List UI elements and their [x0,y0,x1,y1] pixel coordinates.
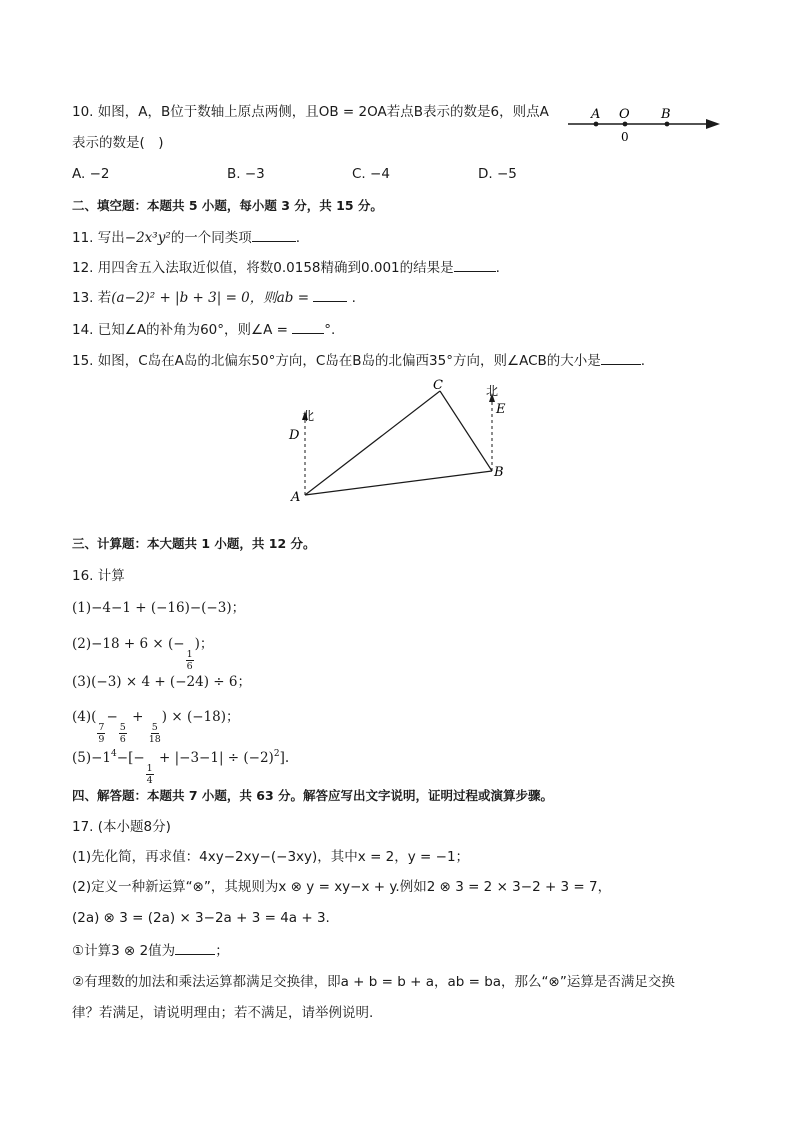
q11-answer-blank[interactable] [252,227,296,242]
q12-answer-blank[interactable] [454,257,496,272]
point-o-dot [623,122,628,127]
section3-heading: 三、计算题：本大题共 1 小题，共 12 分。 [72,536,316,551]
q16-item-4: (4)( $\frac{7}{9}$ − $\frac{5}{6}$ + $\frac{5}{18}$ ) × (−18)； [72,709,240,745]
fraction-1-6: $\frac{1}{6}$ [186,649,193,672]
point-b-label: B [661,107,671,122]
q12-text: 12. 用四舍五入法取近似值，将数0.0158精确到0.001的结果是 [72,260,454,276]
q14 [72,319,335,340]
q10-option-c: C. −4 [352,166,390,182]
label-e: E [496,402,506,417]
q11-suffix: 的一个同类项 [170,230,252,246]
q10-line1: 10. 如图，A，B位于数轴上原点两侧，且OB = 2OA若点B表示的数是6，则点A [72,104,549,120]
segment-ab [305,471,492,495]
q16-item-1: (1)−4−1 + (−16)−(−3)； [72,600,246,616]
number-line-arrow [706,119,720,129]
section2-heading: 二、填空题：本题共 5 小题，每小题 3 分，共 15 分。 [72,198,383,213]
label-c: C [433,378,443,393]
q17-sub1 [72,940,229,961]
q16-item-2: (2)−18 + 6 × (− $\frac{1}{6}$ )； [72,636,214,672]
segment-cb [440,391,492,471]
label-b: B [494,465,504,480]
q15-text: 15. 如图，C岛在A岛的北偏东50°方向，C岛在B岛的北偏西35°方向，则∠ACB的大小是 [72,353,601,369]
fraction-1-4: $\frac{1}{4}$ [146,763,153,786]
q17-part1: (1)先化简，再求值：4xy−2xy−(−3xy)，其中x = 2，y = −1； [72,849,470,865]
point-a-dot [594,122,599,127]
q16-item-2-text: (2)−18 + 6 × (− [72,636,185,652]
point-a-label: A [591,107,601,122]
q10-option-d: D. −5 [478,166,517,182]
label-d: D [289,428,300,443]
q16-item-3: (3)(−3) × 4 + (−24) ÷ 6； [72,674,251,690]
q17-sub2a: ②有理数的加法和乘法运算都满足交换律，即a + b = b + a，ab = ba，那么“⊗”运算是否满足交换 [72,974,675,990]
q17-part2b: (2a) ⊗ 3 = (2a) × 3−2a + 3 = 4a + 3. [72,910,330,926]
label-a: A [291,490,301,505]
section4-heading: 四、解答题：本题共 7 小题，共 63 分。解答应写出文字说明，证明过程或演算步骤。 [72,788,554,803]
number-line-figure [560,100,730,148]
q17-title: 17. (本小题8分) [72,819,171,835]
q13 [72,287,356,308]
q15-answer-blank[interactable] [601,350,641,365]
q10-line2: 表示的数是( ) [72,135,164,151]
q13-answer-blank[interactable] [313,287,347,302]
q17-sub1-answer-blank[interactable] [175,940,215,955]
q15-figure [280,375,520,510]
q16-title: 16. 计算 [72,568,125,584]
q12-end: . [495,260,500,276]
north-label-a: 北 [302,409,315,423]
north-label-b: 北 [486,384,499,398]
q11-prefix: 11. 写出 [72,230,125,246]
q11-end: . [295,230,301,246]
q15 [72,350,645,371]
point-b-dot [665,122,670,127]
q11-expr: −2x³y² [124,230,171,246]
q11 [72,227,300,248]
q17-sub2b: 律？若满足，请说明理由；若不满足，请举例说明. [72,1005,374,1021]
fraction-5-6: $\frac{5}{6}$ [119,722,126,745]
q15-end: . [640,353,646,369]
q14-prefix: 14. 已知∠A的补角为60°，则∠A = [72,322,288,338]
zero-label: 0 [621,130,629,144]
q14-answer-blank[interactable] [292,319,324,334]
q13-prefix: 13. 若 [72,290,112,306]
fraction-5-18: $\frac{5}{18}$ [148,722,161,745]
q12 [72,257,500,278]
fraction-7-9: $\frac{7}{9}$ [98,722,105,745]
q13-expr: (a−2)² + |b + 3| = 0，则ab = [111,290,310,306]
segment-ac [305,391,440,495]
point-o-label: O [619,107,630,122]
q16-item-5: $(5)-1^4-[-$ $\frac{1}{4}$ + $|-3-1| \div (-2)^2$]. [72,749,290,786]
q10-option-b: B. −3 [227,166,265,182]
q17-part2a: (2)定义一种新运算“⊗”，其规则为x ⊗ y = xy−x + y.例如2 ⊗ 3 = 2 × 3−2 + 3 = 7， [72,879,612,895]
q10-option-a: A. −2 [72,166,110,182]
q17-sub1-end: ； [215,943,229,959]
q17-sub1-text: ①计算3 ⊗ 2值为 [72,943,176,959]
q13-end: . [351,290,356,306]
q14-end: °. [324,322,336,338]
